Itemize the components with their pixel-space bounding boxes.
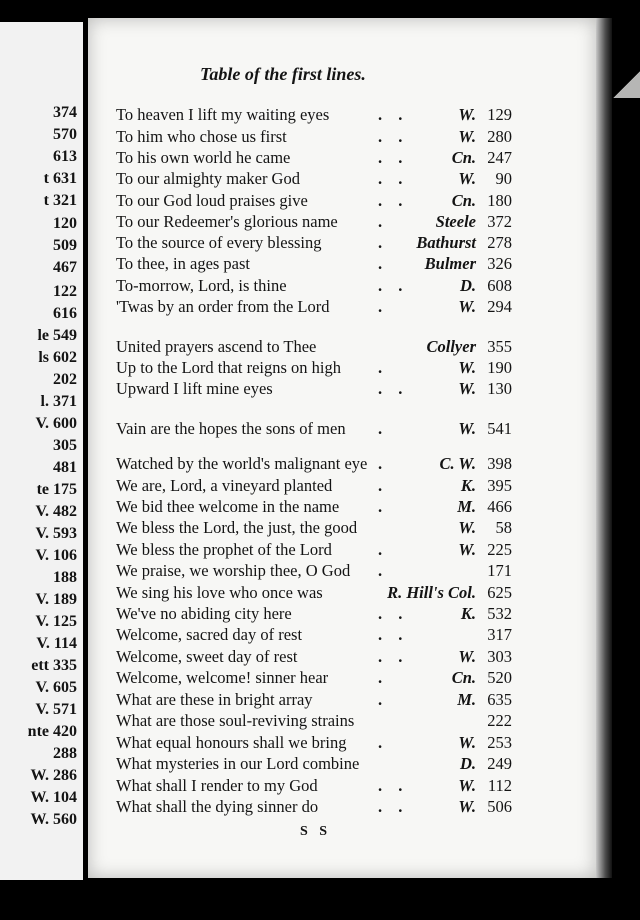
toc-row xyxy=(116,126,512,148)
toc-row xyxy=(116,168,512,190)
leader-dots: . xyxy=(378,540,389,559)
author-abbrev: D. xyxy=(459,754,476,773)
first-line-text: To our Redeemer's glorious name xyxy=(116,212,338,231)
left-page-number-fragment: 481 xyxy=(53,459,77,476)
toc-row xyxy=(116,104,512,126)
author-abbrev: R. Hill's Col. xyxy=(387,583,476,602)
first-line-text: To thee, in ages past xyxy=(116,254,251,273)
toc-row xyxy=(116,253,512,275)
leader-dots: . xyxy=(378,419,389,438)
leader-dots: . xyxy=(378,497,389,516)
left-page-number-fragment: W. 286 xyxy=(30,767,77,784)
leader-dots: . . xyxy=(378,797,409,816)
left-page-fragment xyxy=(0,22,83,880)
page-number: 190 xyxy=(487,358,512,377)
author-abbrev: M. xyxy=(457,497,476,516)
first-line-text: To our almighty maker God xyxy=(116,169,300,188)
toc-row xyxy=(116,732,512,754)
toc-row xyxy=(116,710,512,732)
page-number: 520 xyxy=(487,668,512,687)
page-number: 253 xyxy=(487,733,512,752)
page-number: 635 xyxy=(487,690,512,709)
leader-dots: . . xyxy=(378,276,409,295)
left-page-number-fragment: W. 104 xyxy=(30,789,77,806)
left-page-number-fragment: l. 371 xyxy=(40,393,77,410)
page-number: 222 xyxy=(487,711,512,730)
page-number: 625 xyxy=(487,583,512,602)
leader-dots: . xyxy=(378,561,389,580)
first-line-text: United prayers ascend to Thee xyxy=(116,337,317,356)
first-line-text: We bid thee welcome in the name xyxy=(116,497,340,516)
toc-row xyxy=(116,275,512,297)
author-abbrev: Cn. xyxy=(451,191,476,210)
first-line-text: Vain are the hopes the sons of men xyxy=(116,419,346,438)
author-abbrev: W. xyxy=(458,169,476,188)
page-number: 608 xyxy=(487,276,512,295)
page-number: 532 xyxy=(487,604,512,623)
author-abbrev: W. xyxy=(458,379,476,398)
left-page-number-fragment: ett 335 xyxy=(31,657,77,674)
author-abbrev: Steele xyxy=(435,212,476,231)
leader-dots: . . xyxy=(378,776,409,795)
leader-dots: . xyxy=(378,233,389,252)
page-number: 541 xyxy=(487,419,512,438)
toc-row xyxy=(116,582,512,604)
author-abbrev: D. xyxy=(459,276,476,295)
left-page-number-fragment: V. 593 xyxy=(35,525,77,542)
page-number: 249 xyxy=(487,754,512,773)
first-line-text: To-morrow, Lord, is thine xyxy=(116,276,287,295)
author-abbrev: W. xyxy=(458,733,476,752)
first-line-text: Watched by the world's malignant eye xyxy=(116,454,368,473)
leader-dots: . . xyxy=(378,625,409,644)
toc-row xyxy=(116,357,512,379)
author-abbrev: C. W. xyxy=(439,454,476,473)
left-page-number-fragment: 120 xyxy=(53,215,77,232)
toc-row xyxy=(116,539,512,561)
left-page-number-fragment: t 321 xyxy=(43,192,77,209)
toc-row xyxy=(116,667,512,689)
left-page-number-fragment: V. 125 xyxy=(35,613,77,630)
page-number: 398 xyxy=(487,454,512,473)
first-line-text: 'Twas by an order from the Lord xyxy=(116,297,330,316)
page-number: 247 xyxy=(487,148,512,167)
page-number: 466 xyxy=(487,497,512,516)
first-line-text: To heaven I lift my waiting eyes xyxy=(116,105,330,124)
first-line-text: We praise, we worship thee, O God xyxy=(116,561,351,580)
toc-row xyxy=(116,775,512,797)
page-number: 90 xyxy=(495,169,512,188)
first-line-text: Up to the Lord that reigns on high xyxy=(116,358,342,377)
leader-dots: . . xyxy=(378,148,409,167)
signature-mark: S S xyxy=(300,824,332,839)
toc-row xyxy=(116,378,512,400)
page-number: 278 xyxy=(487,233,512,252)
left-page-number-fragment: V. 571 xyxy=(35,701,77,718)
page-number: 280 xyxy=(487,127,512,146)
leader-dots: . . xyxy=(378,169,409,188)
left-page-number-fragment: 305 xyxy=(53,437,77,454)
author-abbrev: W. xyxy=(458,776,476,795)
first-line-text: Upward I lift mine eyes xyxy=(116,379,273,398)
page-number: 326 xyxy=(487,254,512,273)
left-page-number-fragment: V. 189 xyxy=(35,591,77,608)
toc-row xyxy=(116,147,512,169)
first-line-text: What mysteries in our Lord combine xyxy=(116,754,360,773)
author-abbrev: W. xyxy=(458,105,476,124)
page-title: Table of the first lines. xyxy=(200,64,366,84)
first-line-text: To our God loud praises give xyxy=(116,191,308,210)
toc-row xyxy=(116,418,512,440)
page-number: 171 xyxy=(487,561,512,580)
left-page-number-fragment: te 175 xyxy=(36,481,77,498)
author-abbrev: Collyer xyxy=(426,337,476,356)
page-number: 372 xyxy=(487,212,512,231)
first-line-text: We've no abiding city here xyxy=(116,604,292,623)
leader-dots: . . xyxy=(378,647,409,666)
toc-row xyxy=(116,646,512,668)
leader-dots: . . xyxy=(378,379,409,398)
first-line-text: What are these in bright array xyxy=(116,690,313,709)
first-line-text: To his own world he came xyxy=(116,148,291,167)
leader-dots: . . xyxy=(378,105,409,124)
toc-row xyxy=(116,624,512,646)
first-line-text: We bless the Lord, the just, the good xyxy=(116,518,358,537)
toc-row xyxy=(116,336,512,358)
toc-row xyxy=(116,211,512,233)
leader-dots: . xyxy=(378,733,389,752)
toc-row xyxy=(116,603,512,625)
first-line-text: What shall the dying sinner do xyxy=(116,797,319,816)
leader-dots: . xyxy=(378,668,389,687)
leader-dots: . . xyxy=(378,191,409,210)
page-edge xyxy=(596,18,612,878)
leader-dots: . xyxy=(378,358,389,377)
page-number: 303 xyxy=(487,647,512,666)
toc-row xyxy=(116,496,512,518)
author-abbrev: Cn. xyxy=(451,668,476,687)
page-number: 58 xyxy=(495,518,512,537)
leader-dots: . xyxy=(378,297,389,316)
left-page-number-fragment: 122 xyxy=(53,283,77,300)
left-page-number-fragment: t 631 xyxy=(43,170,77,187)
author-abbrev: Cn. xyxy=(451,148,476,167)
first-line-text: What equal honours shall we bring xyxy=(116,733,347,752)
left-page-number-fragment: 288 xyxy=(53,745,77,762)
author-abbrev: W. xyxy=(458,518,476,537)
left-page-number-fragment: 616 xyxy=(53,305,77,322)
page-number: 130 xyxy=(487,379,512,398)
first-line-text: To him who chose us first xyxy=(116,127,287,146)
left-page-number-fragment: 374 xyxy=(53,104,77,121)
left-page-number-fragment: V. 482 xyxy=(35,503,77,520)
author-abbrev: W. xyxy=(458,297,476,316)
page-number: 395 xyxy=(487,476,512,495)
leader-dots: . xyxy=(378,476,389,495)
left-page-number-fragment: 509 xyxy=(53,237,77,254)
page-number: 506 xyxy=(487,797,512,816)
toc-row xyxy=(116,190,512,212)
left-page-number-fragment: 188 xyxy=(53,569,77,586)
toc-row xyxy=(116,560,512,582)
leader-dots: . xyxy=(378,254,389,273)
left-page-number-fragment: V. 600 xyxy=(35,415,77,432)
toc-row xyxy=(116,296,512,318)
page-number: 294 xyxy=(487,297,512,316)
author-abbrev: W. xyxy=(458,358,476,377)
author-abbrev: W. xyxy=(458,419,476,438)
left-page-number-fragment: ls 602 xyxy=(38,349,77,366)
page-number: 180 xyxy=(487,191,512,210)
first-line-text: Welcome, welcome! sinner hear xyxy=(116,668,329,687)
left-page-number-fragment: 202 xyxy=(53,371,77,388)
first-line-text: Welcome, sweet day of rest xyxy=(116,647,298,666)
page-number: 129 xyxy=(487,105,512,124)
first-line-text: Welcome, sacred day of rest xyxy=(116,625,303,644)
author-abbrev: W. xyxy=(458,127,476,146)
left-page-number-fragment: le 549 xyxy=(37,327,77,344)
left-page-number-fragment: nte 420 xyxy=(27,723,77,740)
author-abbrev: W. xyxy=(458,647,476,666)
page-number: 355 xyxy=(487,337,512,356)
left-page-number-fragment: 570 xyxy=(53,126,77,143)
toc-row xyxy=(116,689,512,711)
left-page-number-fragment: 467 xyxy=(53,259,77,276)
leader-dots: . . xyxy=(378,604,409,623)
first-line-text: What shall I render to my God xyxy=(116,776,318,795)
first-line-text: What are those soul-reviving strains xyxy=(116,711,355,730)
leader-dots: . xyxy=(378,454,389,473)
first-line-text: We sing his love who once was xyxy=(116,583,323,602)
author-abbrev: Bathurst xyxy=(416,233,476,252)
toc-row xyxy=(116,796,512,818)
left-page-number-fragment: V. 605 xyxy=(35,679,77,696)
left-page-number-fragment: W. 560 xyxy=(30,811,77,828)
toc-row xyxy=(116,232,512,254)
first-line-text: To the source of every blessing xyxy=(116,233,322,252)
leader-dots: . xyxy=(378,212,389,231)
author-abbrev: M. xyxy=(457,690,476,709)
leader-dots: . xyxy=(378,690,389,709)
toc-row xyxy=(116,475,512,497)
first-line-text: We are, Lord, a vineyard planted xyxy=(116,476,333,495)
page-number: 225 xyxy=(487,540,512,559)
author-abbrev: W. xyxy=(458,797,476,816)
author-abbrev: K. xyxy=(460,476,476,495)
left-page-number-fragment: V. 114 xyxy=(36,635,77,652)
toc-row xyxy=(116,453,512,475)
page-number: 112 xyxy=(487,776,512,795)
left-page-number-fragment: V. 106 xyxy=(35,547,77,564)
toc-row xyxy=(116,753,512,775)
first-line-text: We bless the prophet of the Lord xyxy=(116,540,332,559)
author-abbrev: Bulmer xyxy=(424,254,476,273)
left-page-number-fragment: 613 xyxy=(53,148,77,165)
author-abbrev: W. xyxy=(458,540,476,559)
toc-row xyxy=(116,517,512,539)
leader-dots: . . xyxy=(378,127,409,146)
author-abbrev: K. xyxy=(460,604,476,623)
page-number: 317 xyxy=(487,625,512,644)
